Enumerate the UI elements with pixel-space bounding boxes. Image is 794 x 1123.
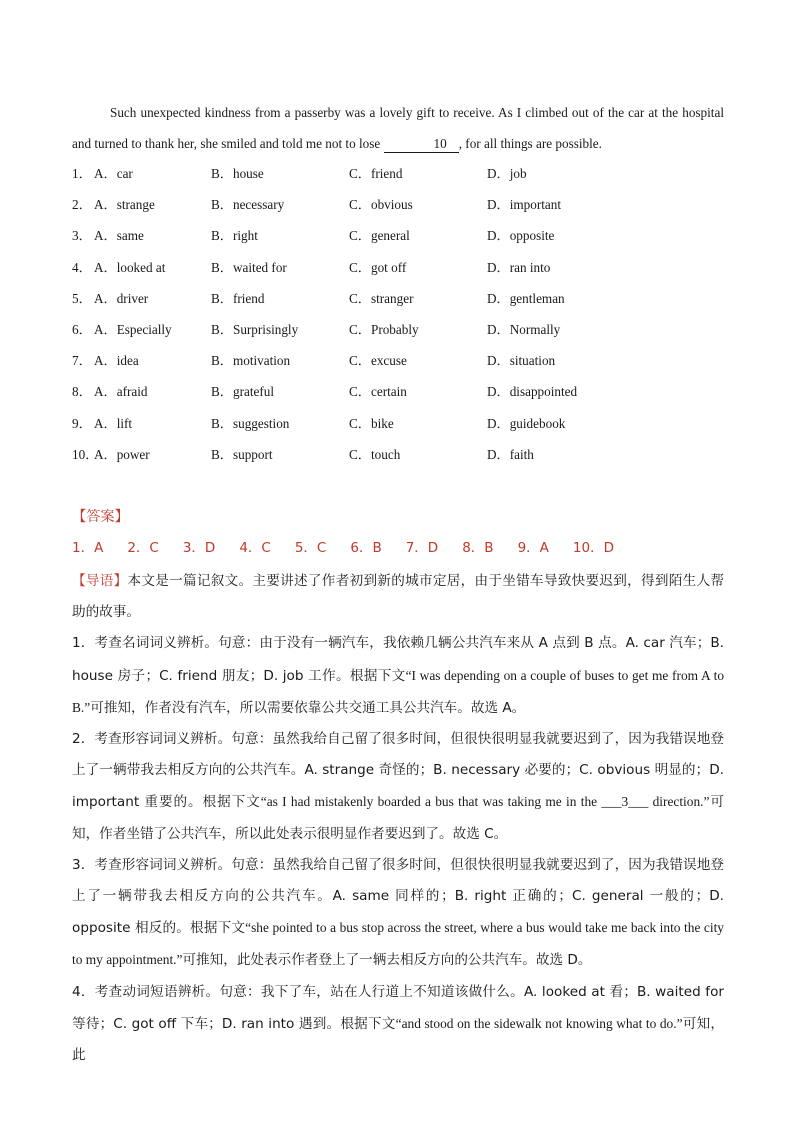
- question-number: 4．: [72, 259, 92, 275]
- option-a: A．driver: [94, 290, 149, 306]
- answer-item: 8．B: [462, 540, 494, 556]
- option-a: A．idea: [94, 353, 139, 369]
- option-row: [72, 345, 732, 376]
- explanation-paragraph: [72, 628, 724, 724]
- explanation-quote: “as I had mistakenly boarded a bus that was taking me in the ___3___ direction.”: [260, 794, 710, 810]
- option-c: C．bike: [349, 415, 394, 431]
- answer-item: 5．C: [294, 540, 327, 556]
- option-d: D．important: [487, 197, 561, 213]
- guide-text: 本文是一篇记叙文。主要讲述了作者初到新的城市定居，由于坐错车导致快要迟到，得到陌生人帮助的故事。: [72, 573, 724, 621]
- answer-heading: 【答案】: [72, 509, 129, 525]
- answer-item: 4．C: [239, 540, 271, 556]
- explanation-quote: “I was depending on a couple of buses to get me from A to B.”: [72, 667, 725, 715]
- option-a: A．strange: [94, 197, 155, 213]
- explanation-text: 4．考查动词短语辨析。句意：我下了车，站在人行道上不知道该做什么。A. looked at 看；B. waited for 等待；C. got off 下车；D. ran into 遇到。根据下文: [72, 983, 724, 1032]
- option-row: [72, 439, 732, 470]
- option-d: D．Normally: [487, 321, 561, 337]
- option-b: B．waited for: [211, 259, 287, 275]
- explanation-paragraph: [72, 724, 724, 850]
- option-d: D．disappointed: [487, 384, 578, 400]
- option-b: B．friend: [211, 290, 265, 306]
- answer-item: 3．D: [182, 540, 216, 556]
- option-a: A．same: [94, 228, 144, 244]
- explanation-paragraph: [72, 850, 724, 977]
- explanation-conclusion: 可知，作者坐错了公共汽车，所以此处表示很明显作者要迟到了。故选 C。: [72, 794, 724, 842]
- question-number: 8．: [72, 384, 92, 400]
- question-number: 7．: [72, 353, 92, 369]
- option-d: D．guidebook: [487, 415, 566, 431]
- option-c: C．stranger: [349, 290, 414, 306]
- option-b: B．right: [211, 228, 258, 244]
- option-c: C．touch: [349, 446, 401, 462]
- explanation-conclusion: 可推知，作者没有汽车，所以需要依靠公共交通工具公共汽车。故选 A。: [90, 699, 526, 716]
- option-d: D．job: [487, 166, 527, 181]
- option-d: D．opposite: [487, 228, 555, 244]
- passage-text-after: , for all things are possible.: [458, 136, 602, 151]
- option-c: C．obvious: [349, 197, 413, 213]
- answer-item: 2．C: [127, 540, 159, 556]
- option-row: [72, 314, 732, 345]
- option-c: C．certain: [349, 384, 407, 400]
- option-b: B．grateful: [211, 384, 274, 400]
- explanation-paragraph: [72, 977, 724, 1072]
- option-d: D．gentleman: [487, 290, 565, 306]
- option-b: B．house: [211, 166, 264, 181]
- question-number: 10．: [72, 446, 99, 462]
- option-row: [72, 376, 732, 407]
- option-b: B．suggestion: [211, 415, 290, 431]
- option-b: B．Surprisingly: [211, 321, 299, 337]
- question-number: 3．: [72, 228, 92, 244]
- option-c: C．excuse: [349, 353, 407, 369]
- explanation-text: 3．考查形容词词义辨析。句意：虽然我给自己留了很多时间，但很快很明显我就要迟到了，因为我错误地登上了一辆带我去相反方向的公共汽车。A. same 同样的；B. right 正确的；C. general 一般的；D. opposite 相反的。根据下文: [72, 856, 724, 937]
- option-row: [72, 189, 732, 220]
- option-b: B．necessary: [211, 197, 285, 213]
- option-c: C．Probably: [349, 321, 419, 337]
- passage-paragraph: [72, 97, 724, 159]
- explanation-text: 1．考查名词词义辨析。句意：由于没有一辆汽车，我依赖几辆公共汽车来从 A 点到 B 点。A. car 汽车；B. house 房子；C. friend 朋友；D. job 工作。根据下文: [72, 635, 724, 684]
- option-c: C．friend: [349, 166, 403, 181]
- answer-section: [72, 506, 732, 559]
- options-list: [72, 158, 732, 470]
- question-number: 1．: [72, 166, 92, 181]
- passage-text: [72, 97, 724, 159]
- answer-key-row: [72, 537, 732, 559]
- option-row: [72, 158, 732, 189]
- question-number: 9．: [72, 415, 92, 431]
- explanation-text: 2．考查形容词词义辨析。句意：虽然我给自己留了很多时间，但很快很明显我就要迟到了，因为我错误地登上了一辆带我去相反方向的公共汽车。A. strange 奇怪的；B. necessary 必要的；C. obvious 明显的；D. important 重要的。根据下文: [72, 731, 724, 811]
- question-number: 5．: [72, 290, 92, 306]
- option-a: A．car: [94, 166, 133, 181]
- option-a: A．looked at: [94, 259, 166, 275]
- option-b: B．motivation: [211, 353, 291, 369]
- option-row: [72, 252, 732, 283]
- option-a: A．afraid: [94, 384, 148, 400]
- option-row: [72, 408, 732, 439]
- explanation-conclusion: 可知，此: [72, 1015, 725, 1064]
- option-a: A．Especially: [94, 321, 172, 337]
- answer-item: 10．D: [572, 540, 614, 556]
- option-row: [72, 283, 732, 314]
- guide-paragraph: [72, 566, 724, 628]
- option-a: A．power: [94, 446, 150, 462]
- passage-text-before: Such unexpected kindness from a passerby was a lovely gift to receive. As I climbed out of the car at the hospital and turned to thank her, she smiled and told me not to lose: [72, 105, 724, 151]
- question-number: 6．: [72, 321, 92, 337]
- answer-item: 1．A: [72, 540, 104, 556]
- blank-10: 10: [384, 136, 459, 153]
- explanation-list: [72, 628, 724, 1071]
- guide-label: 【导语】: [72, 573, 128, 589]
- explanation-quote: “she pointed to a bus stop across the street, where a bus would take me back into the city to my appointment.”: [72, 920, 724, 968]
- option-d: D．ran into: [487, 259, 551, 275]
- answer-item: 7．D: [405, 540, 439, 556]
- option-c: C．general: [349, 228, 410, 244]
- option-d: D．situation: [487, 353, 556, 369]
- option-a: A．lift: [94, 415, 133, 431]
- option-c: C．got off: [349, 259, 407, 275]
- answer-item: 9．A: [517, 540, 549, 556]
- explanation-conclusion: 可推知，此处表示作者登上了一辆去相反方向的公共汽车。故选 D。: [182, 952, 592, 969]
- question-number: 2．: [72, 197, 92, 213]
- explanation-section: [72, 566, 724, 1071]
- explanation-quote: “and stood on the sidewalk not knowing what to do.”: [395, 1015, 683, 1031]
- answer-item: 6．B: [350, 540, 382, 556]
- option-b: B．support: [211, 446, 273, 462]
- option-row: [72, 220, 732, 251]
- option-d: D．faith: [487, 446, 534, 462]
